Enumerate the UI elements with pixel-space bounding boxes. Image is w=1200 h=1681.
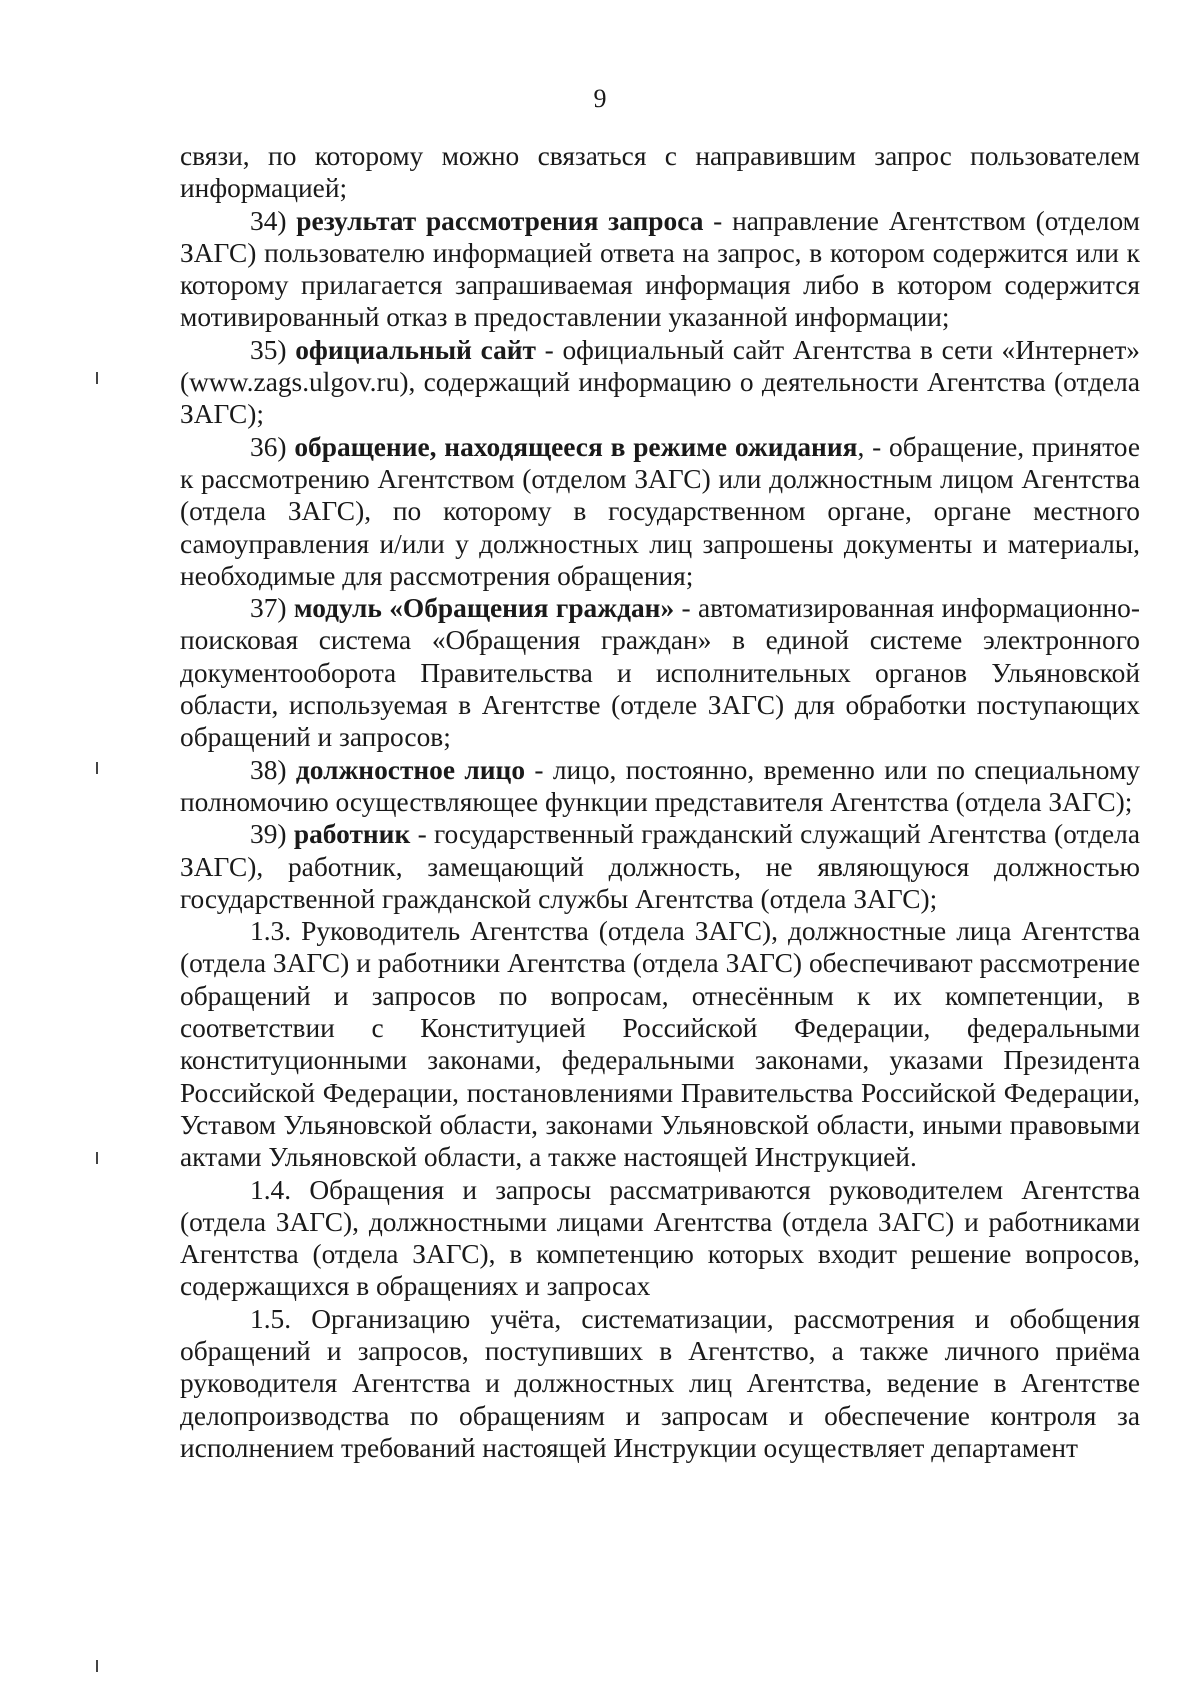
item-number: 38) (250, 754, 296, 785)
item-number: 35) (250, 334, 296, 365)
paragraph-text: - направление Агентством (отделом ЗАГС) пользователю информацией ответа на запрос, в котором содержится или к которому прилагается запрашиваемая информация либо в котором содержится мотивированный отказ в предоставлении указанной информации; (180, 205, 1140, 333)
paragraph-text: - официальный сайт Агентства в сети «Интернет» (www.zags.ulgov.ru), содержащий информацию о деятельности Агентства (отдела ЗАГС); (180, 334, 1140, 430)
paragraph-36 (180, 431, 1140, 592)
margin-mark (96, 762, 98, 774)
paragraph-33-continuation (180, 140, 1140, 205)
item-number: 36) (250, 431, 295, 462)
paragraph-37 (180, 592, 1140, 753)
margin-mark (96, 372, 98, 384)
paragraph-text: - автоматизированная информационно-поисковая система «Обращения граждан» в единой системе электронного документооборота Правительства и исполнительных органов Ульяновской области, используемая в Агентстве (отделе ЗАГС) для обработки поступающих обращений и запросов; (180, 593, 1140, 753)
document-body (180, 140, 1140, 1464)
defined-term: работник (293, 819, 411, 850)
paragraph-text: связи, по которому можно связаться с направившим запрос пользователем информацией; (180, 141, 1140, 204)
margin-mark (96, 1152, 98, 1164)
paragraph-text: 1.4. Обращения и запросы рассматриваются руководителем Агентства (отдела ЗАГС), должностными лицами Агентства (отдела ЗАГС) и работниками Агентства (отдела ЗАГС), в компетенцию которых входит решение вопросов, содержащихся в обращениях и запросах (180, 1174, 1140, 1302)
defined-term: официальный сайт (295, 334, 536, 365)
defined-term: обращение, находящееся в режиме ожидания (294, 431, 858, 462)
paragraph-34 (180, 205, 1140, 334)
paragraph-1-3 (180, 915, 1140, 1173)
paragraph-38 (180, 754, 1140, 819)
paragraph-text: 1.3. Руководитель Агентства (отдела ЗАГС), должностные лица Агентства (отдела ЗАГС) и работники Агентства (отдела ЗАГС) обеспечивают рассмотрение обращений и запросов по вопросам, отнесённым к их компетенции, в соответствии с Конституцией Российской Федерации, федеральными конституционными законами, федеральными законами, указами Президента Российской Федерации, постановлениями Правительства Российской Федерации, Уставом Ульяновской области, законами Ульяновской области, иными правовыми актами Ульяновской области, а также настоящей Инструкцией. (180, 916, 1140, 1173)
paragraph-text: 1.5. Организацию учёта, систематизации, рассмотрения и обобщения обращений и запросов, поступивших в Агентство, а также личного приёма руководителя Агентства и должностных лиц Агентства, ведение в Агентстве делопроизводства по обращениям и запросам и обеспечение контроля за исполнением требований настоящей Инструкции осуществляет департамент (180, 1303, 1140, 1463)
paragraph-1-5 (180, 1303, 1140, 1464)
page-number: 9 (593, 84, 607, 113)
defined-term: результат рассмотрения запроса (296, 205, 704, 236)
defined-term: должностное лицо (295, 754, 526, 785)
item-number: 37) (250, 593, 294, 624)
item-number: 39) (250, 819, 294, 850)
paragraph-1-4 (180, 1174, 1140, 1303)
margin-mark (96, 1660, 98, 1672)
paragraph-text: - государственный гражданский служащий Агентства (отдела ЗАГС), работник, замещающий должность, не являющуюся должностью государственной гражданской службы Агентства (отдела ЗАГС); (180, 819, 1140, 914)
defined-term: модуль «Обращения граждан» (293, 593, 675, 624)
paragraph-39 (180, 818, 1140, 915)
paragraph-text: - лицо, постоянно, временно или по специальному полномочию осуществляющее функции представителя Агентства (отдела ЗАГС); (180, 754, 1140, 817)
item-number: 34) (250, 205, 297, 236)
paragraph-text: , - обращение, принятое к рассмотрению Агентством (отделом ЗАГС) или должностным лицом Агентства (отдела ЗАГС), по которому в государственном органе, органе местного самоуправления и/или у должностных лиц запрошены документы и материалы, необходимые для рассмотрения обращения; (180, 431, 1140, 591)
paragraph-35 (180, 334, 1140, 431)
